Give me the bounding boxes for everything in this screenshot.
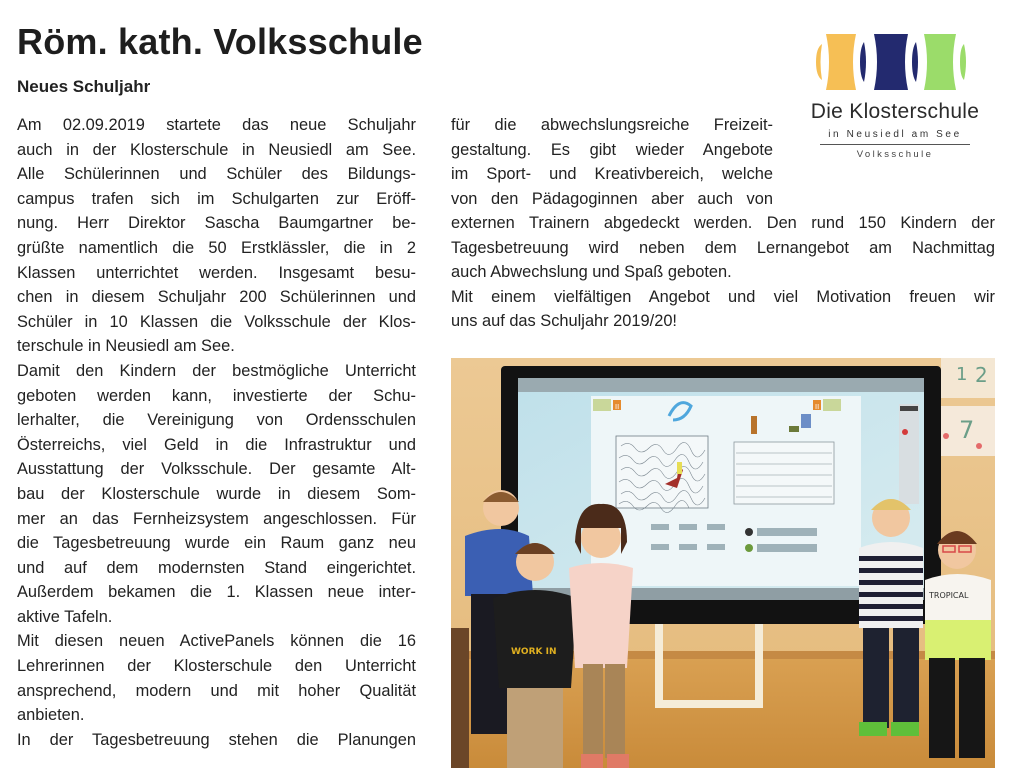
text-line: Österreichs, viel Geld in die Infrastruktur und (17, 435, 416, 454)
text-line: gestaltung. Es gibt wieder Angebote (451, 140, 773, 159)
text-line: Tagesbetreuung wird neben dem Lernangebot am Nachmittag (451, 238, 995, 257)
text-line: uns auf das Schuljahr 2019/20! (451, 312, 677, 331)
svg-text:II: II (615, 403, 620, 411)
text-line: Außerdem bekamen die 1. Klassen neue inter- (17, 583, 416, 602)
svg-text:2: 2 (975, 363, 988, 387)
text-line: grüßte namentlich die 50 Erstklässler, die in 2 (17, 238, 416, 257)
article-column-right-top (451, 113, 773, 211)
text-line: die Tagesbetreuung wurde ein Raum ganz neu (17, 534, 416, 553)
page-title: Röm. kath. Volksschule (17, 21, 423, 62)
svg-text:II: II (815, 403, 820, 411)
text-line: lerhalter, die Vereinigung von Ordensschulen (17, 411, 416, 430)
text-line: und auf dem modernsten Stand eingerichtet. (17, 558, 416, 577)
text-line: externen Trainern abgedeckt werden. Den rund 150 Kindern der (451, 214, 995, 232)
text-line: chen in diesem Schuljahr 200 Schülerinnen und (17, 288, 416, 307)
logo-divider (820, 144, 970, 145)
text-line: campus trafen sich im Schulgarten zur Eröff- (17, 189, 416, 208)
text-line: von den Pädagoginnen aber auch von (451, 189, 773, 208)
text-line: Ausstattung der Volksschule. Der gesamte Alt- (17, 460, 416, 479)
logo-name: Die Klosterschule (810, 100, 980, 123)
svg-text:1: 1 (956, 364, 968, 385)
school-logo (790, 28, 1000, 168)
logo-place: in Neusiedl am See (828, 129, 962, 140)
text-line: nung. Herr Direktor Sascha Baumgartner be- (17, 214, 416, 233)
classroom-photo (451, 358, 995, 768)
text-line: geboten werden kann, investierte der Schu- (17, 386, 416, 405)
text-line: Damit den Kindern der bestmögliche Unterricht (17, 361, 416, 380)
svg-text:TROPICAL: TROPICAL (929, 591, 969, 600)
text-line: Am 02.09.2019 startete das neue Schuljahr (17, 116, 416, 134)
svg-text:7: 7 (959, 416, 975, 444)
text-line: bau der Klosterschule wurde in diesem Som- (17, 484, 416, 503)
text-line: aktive Tafeln. (17, 607, 113, 626)
text-line: auch in der Klosterschule in Neusiedl am See. (17, 140, 416, 159)
logo-mark-icon (812, 30, 972, 94)
text-line: mer an das Fernheizsystem angeschlossen. Für (17, 509, 416, 528)
text-line: In der Tagesbetreuung stehen die Planungen (17, 730, 416, 749)
text-line: Lehrerinnen der Klosterschule den Unterricht (17, 657, 416, 676)
article-subtitle: Neues Schuljahr (17, 77, 151, 96)
text-line: Mit diesen neuen ActivePanels können die 16 (17, 632, 416, 651)
text-line: Mit einem vielfältigen Angebot und viel Motivation freuen wir (451, 287, 995, 306)
text-line: Klassen unterrichtet werden. Insgesamt besu- (17, 263, 416, 282)
text-line: terschule in Neusiedl am See. (17, 337, 235, 356)
classroom-photo-illustration (451, 358, 995, 768)
svg-text:WORK IN: WORK IN (511, 647, 557, 657)
text-line: Schüler in 10 Klassen die Volksschule der Klos- (17, 312, 416, 331)
text-line: anbieten. (17, 706, 85, 725)
text-line: ansprechend, modern und mit hoher Qualität (17, 681, 416, 700)
logo-school-type: Volksschule (856, 149, 934, 160)
text-line: Alle Schülerinnen und Schüler des Bildungs- (17, 165, 416, 184)
text-line: auch Abwechslung und Spaß geboten. (451, 263, 732, 282)
article-column-right-bottom (451, 211, 995, 334)
text-line: im Sport- und Kreativbereich, welche (451, 165, 773, 184)
text-line: für die abwechslungsreiche Freizeit- (451, 116, 773, 134)
article-column-left (17, 113, 416, 752)
